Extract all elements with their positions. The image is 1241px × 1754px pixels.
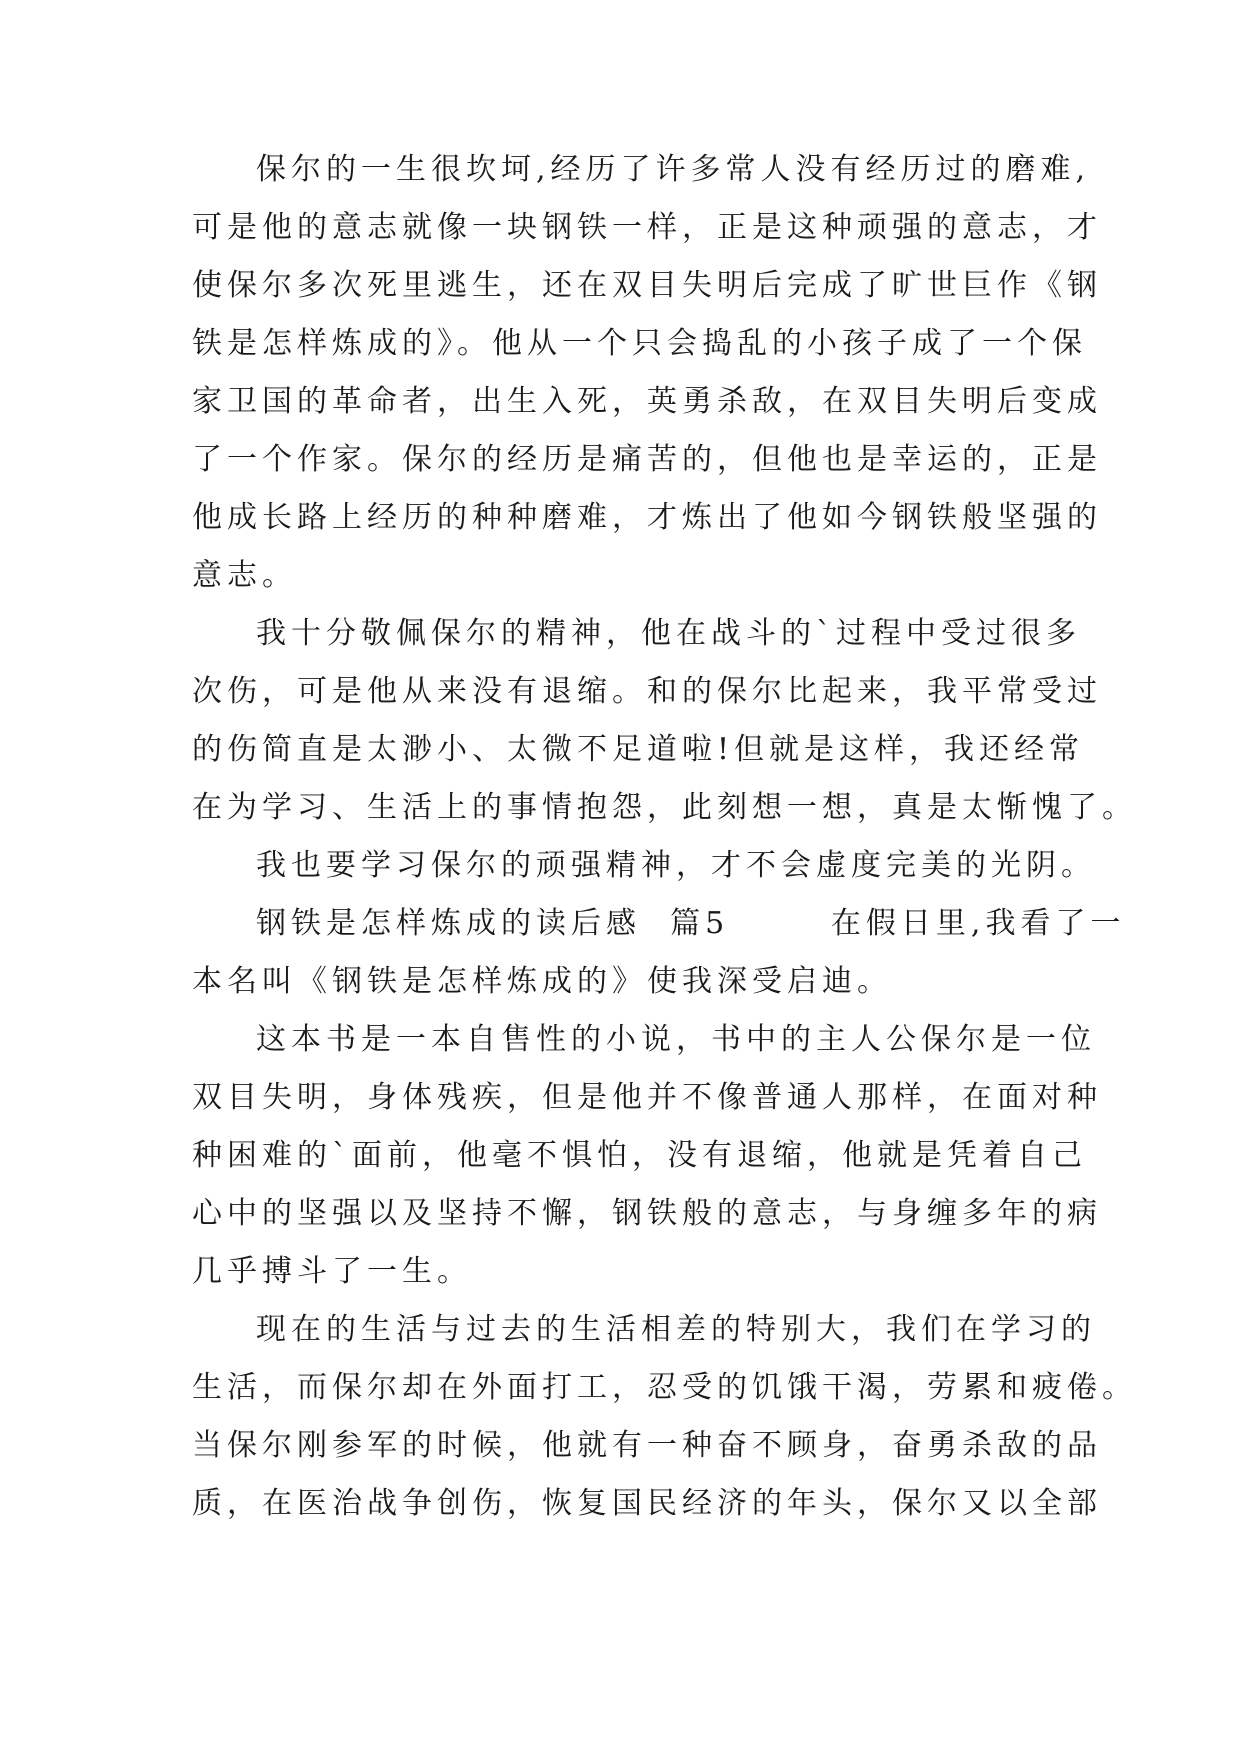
text-line: 保尔的一生很坎坷,经历了许多常人没有经历过的磨难, xyxy=(256,152,1091,187)
text-line: 他成长路上经历的种种磨难，才炼出了他如今钢铁般坚强的 xyxy=(192,500,1102,535)
text-line: 家卫国的革命者，出生入死，英勇杀敌，在双目失明后变成 xyxy=(192,384,1102,419)
section-heading-line: 钢铁是怎样炼成的读后感 篇5 在假日里,我看了一 xyxy=(256,906,1126,941)
text-line: 现在的生活与过去的生活相差的特别大，我们在学习的 xyxy=(256,1312,1096,1347)
text-line: 了一个作家。保尔的经历是痛苦的，但他也是幸运的，正是 xyxy=(192,442,1102,477)
text-line: 我也要学习保尔的顽强精神，才不会虚度完美的光阴。 xyxy=(256,848,1096,883)
text-line: 铁是怎样炼成的》。他从一个只会捣乱的小孩子成了一个保 xyxy=(192,326,1087,361)
text-line: 当保尔刚参军的时候，他就有一种奋不顾身，奋勇杀敌的品 xyxy=(192,1428,1102,1463)
text-line: 我十分敬佩保尔的精神，他在战斗的`过程中受过很多 xyxy=(256,616,1081,651)
text-line: 使保尔多次死里逃生，还在双目失明后完成了旷世巨作《钢 xyxy=(192,268,1102,303)
text-line: 质，在医治战争创伤，恢复国民经济的年头，保尔又以全部 xyxy=(192,1486,1102,1521)
text-line: 次伤，可是他从来没有退缩。和的保尔比起来，我平常受过 xyxy=(192,674,1102,709)
text-line: 本名叫《钢铁是怎样炼成的》使我深受启迪。 xyxy=(192,964,892,999)
text-line: 意志。 xyxy=(192,558,297,593)
text-line: 心中的坚强以及坚持不懈，钢铁般的意志，与身缠多年的病 xyxy=(192,1196,1102,1231)
text-line: 在为学习、生活上的事情抱怨，此刻想一想，真是太惭愧了。 xyxy=(192,790,1137,825)
text-line: 双目失明，身体残疾，但是他并不像普通人那样，在面对种 xyxy=(192,1080,1102,1115)
text-line: 几乎搏斗了一生。 xyxy=(192,1254,472,1289)
text-line: 种困难的`面前，他毫不惧怕，没有退缩，他就是凭着自己 xyxy=(192,1138,1087,1173)
text-line: 的伤简直是太渺小、太微不足道啦!但就是这样，我还经常 xyxy=(192,732,1085,767)
text-line: 可是他的意志就像一块钢铁一样，正是这种顽强的意志，才 xyxy=(192,210,1102,245)
text-line: 这本书是一本自售性的小说，书中的主人公保尔是一位 xyxy=(256,1022,1096,1057)
text-line: 生活，而保尔却在外面打工，忍受的饥饿干渴，劳累和疲倦。 xyxy=(192,1370,1137,1405)
